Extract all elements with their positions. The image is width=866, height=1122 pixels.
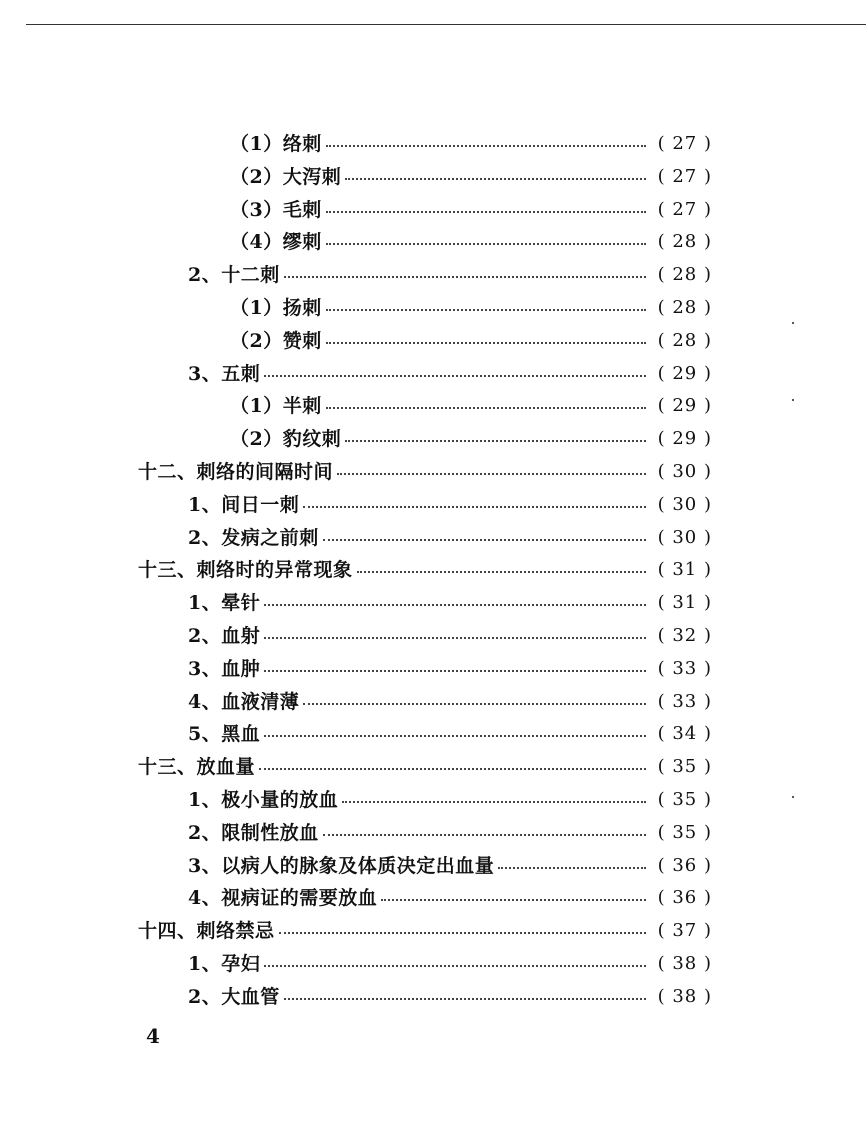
dot-leader [323, 539, 646, 541]
toc-entry-page: ( 38 ) [657, 986, 712, 1007]
dot-leader [323, 834, 646, 836]
toc-entry-page: ( 35 ) [657, 822, 712, 843]
toc-entry-page: ( 27 ) [657, 133, 712, 154]
toc-entry-title: （2）赞刺 [230, 330, 322, 352]
toc-entry [230, 390, 712, 422]
dot-leader [303, 506, 646, 508]
toc-entry-title: 十三、放血量 [138, 756, 256, 778]
dot-leader [264, 735, 646, 737]
toc-entry-title: 2、大血管 [188, 986, 280, 1008]
toc-entry-title: （1）半刺 [230, 395, 322, 417]
toc-entry [138, 554, 712, 586]
toc-entry-title: 2、发病之前刺 [188, 527, 319, 549]
top-rule [26, 24, 866, 25]
toc-entry-page: ( 38 ) [657, 953, 712, 974]
toc-entry-page: ( 35 ) [657, 789, 712, 810]
toc-entry-title: 1、间日一刺 [188, 494, 300, 516]
toc-entry-page: ( 30 ) [657, 461, 712, 482]
toc-entry-page: ( 27 ) [657, 166, 712, 187]
toc-entry-page: ( 28 ) [657, 330, 712, 351]
toc-entry-title: （3）毛刺 [230, 199, 322, 221]
toc-entry-page: ( 30 ) [657, 494, 712, 515]
toc-entry-title: 3、以病人的脉象及体质决定出血量 [188, 855, 495, 877]
dot-leader [264, 604, 646, 606]
toc-entry [230, 292, 712, 324]
dot-leader [498, 867, 646, 869]
toc-entry [230, 161, 712, 193]
toc-entry-title: （4）缪刺 [230, 231, 322, 253]
dot-leader [326, 309, 646, 311]
toc-entry-page: ( 34 ) [657, 723, 712, 744]
toc-entry-title: 4、视病证的需要放血 [188, 887, 378, 909]
dot-leader [326, 211, 646, 213]
toc-entry-page: ( 31 ) [657, 592, 712, 613]
toc-entry [230, 325, 712, 357]
toc-entry-page: ( 31 ) [657, 559, 712, 580]
dot-leader [264, 965, 646, 967]
dot-leader [345, 440, 646, 442]
toc-entry-page: ( 29 ) [657, 428, 712, 449]
toc-entry-page: ( 33 ) [657, 691, 712, 712]
dot-leader [337, 473, 646, 475]
toc-entry-title: 2、血射 [188, 625, 261, 647]
dot-leader [264, 670, 646, 672]
toc-entry [188, 784, 712, 816]
toc-entry [138, 751, 712, 783]
scan-speck [792, 399, 794, 401]
toc-entry-title: 1、晕针 [188, 592, 261, 614]
toc-entry [138, 915, 712, 947]
toc-entry-page: ( 37 ) [657, 920, 712, 941]
dot-leader [345, 178, 646, 180]
toc-entry-title: （2）大泻刺 [230, 166, 342, 188]
dot-leader [259, 768, 646, 770]
toc-entry-title: 十四、刺络禁忌 [138, 920, 275, 942]
dot-leader [326, 342, 646, 344]
toc-entry [188, 817, 712, 849]
toc-entry [188, 587, 712, 619]
toc-entry [188, 718, 712, 750]
toc-entry [188, 522, 712, 554]
dot-leader [279, 932, 646, 934]
toc-entry-title: 2、限制性放血 [188, 822, 319, 844]
toc-entry-page: ( 32 ) [657, 625, 712, 646]
dot-leader [381, 899, 646, 901]
toc-entry-title: 5、黑血 [188, 723, 261, 745]
toc-entry-title: 3、血肿 [188, 658, 261, 680]
toc-entry-title: 1、极小量的放血 [188, 789, 339, 811]
toc-entry [188, 489, 712, 521]
dot-leader [264, 637, 646, 639]
toc-entry-page: ( 30 ) [657, 527, 712, 548]
toc-entry-title: 十三、刺络时的异常现象 [138, 559, 353, 581]
toc-entry-page: ( 36 ) [657, 887, 712, 908]
toc-entry-page: ( 28 ) [657, 264, 712, 285]
dot-leader [284, 998, 646, 1000]
toc-entry [188, 259, 712, 291]
toc-entry [230, 423, 712, 455]
toc-entry [138, 456, 712, 488]
toc-entry [188, 653, 712, 685]
toc-entry-page: ( 28 ) [657, 231, 712, 252]
toc-entry-title: 3、五刺 [188, 363, 261, 385]
toc-entry-page: ( 36 ) [657, 855, 712, 876]
dot-leader [303, 703, 646, 705]
toc-entry [188, 948, 712, 980]
toc-entry-page: ( 28 ) [657, 297, 712, 318]
scan-speck [792, 322, 794, 324]
scan-speck [792, 796, 794, 798]
toc-entry [188, 686, 712, 718]
dot-leader [357, 571, 646, 573]
page-number: 4 [146, 1024, 160, 1048]
dot-leader [326, 407, 646, 409]
toc-entry [188, 358, 712, 390]
toc-entry [230, 226, 712, 258]
toc-entry [188, 981, 712, 1013]
toc-entry-page: ( 29 ) [657, 395, 712, 416]
toc-entry [188, 620, 712, 652]
dot-leader [326, 243, 646, 245]
toc-entry-title: 4、血液清薄 [188, 691, 300, 713]
dot-leader [326, 145, 646, 147]
toc-entry [188, 850, 712, 882]
toc-entry [230, 128, 712, 160]
toc-entry-page: ( 29 ) [657, 363, 712, 384]
toc-entry-title: （1）扬刺 [230, 297, 322, 319]
toc-entry-page: ( 35 ) [657, 756, 712, 777]
toc-entry [188, 882, 712, 914]
toc-entry-title: 1、孕妇 [188, 953, 261, 975]
toc-entry-title: （2）豹纹刺 [230, 428, 342, 450]
toc-entry-page: ( 27 ) [657, 199, 712, 220]
toc-entry-page: ( 33 ) [657, 658, 712, 679]
dot-leader [284, 276, 646, 278]
toc-entry-title: （1）络刺 [230, 133, 322, 155]
toc-entry-title: 2、十二刺 [188, 264, 280, 286]
dot-leader [342, 801, 646, 803]
toc-entry-title: 十二、刺络的间隔时间 [138, 461, 334, 483]
toc-entry [230, 194, 712, 226]
dot-leader [264, 375, 646, 377]
